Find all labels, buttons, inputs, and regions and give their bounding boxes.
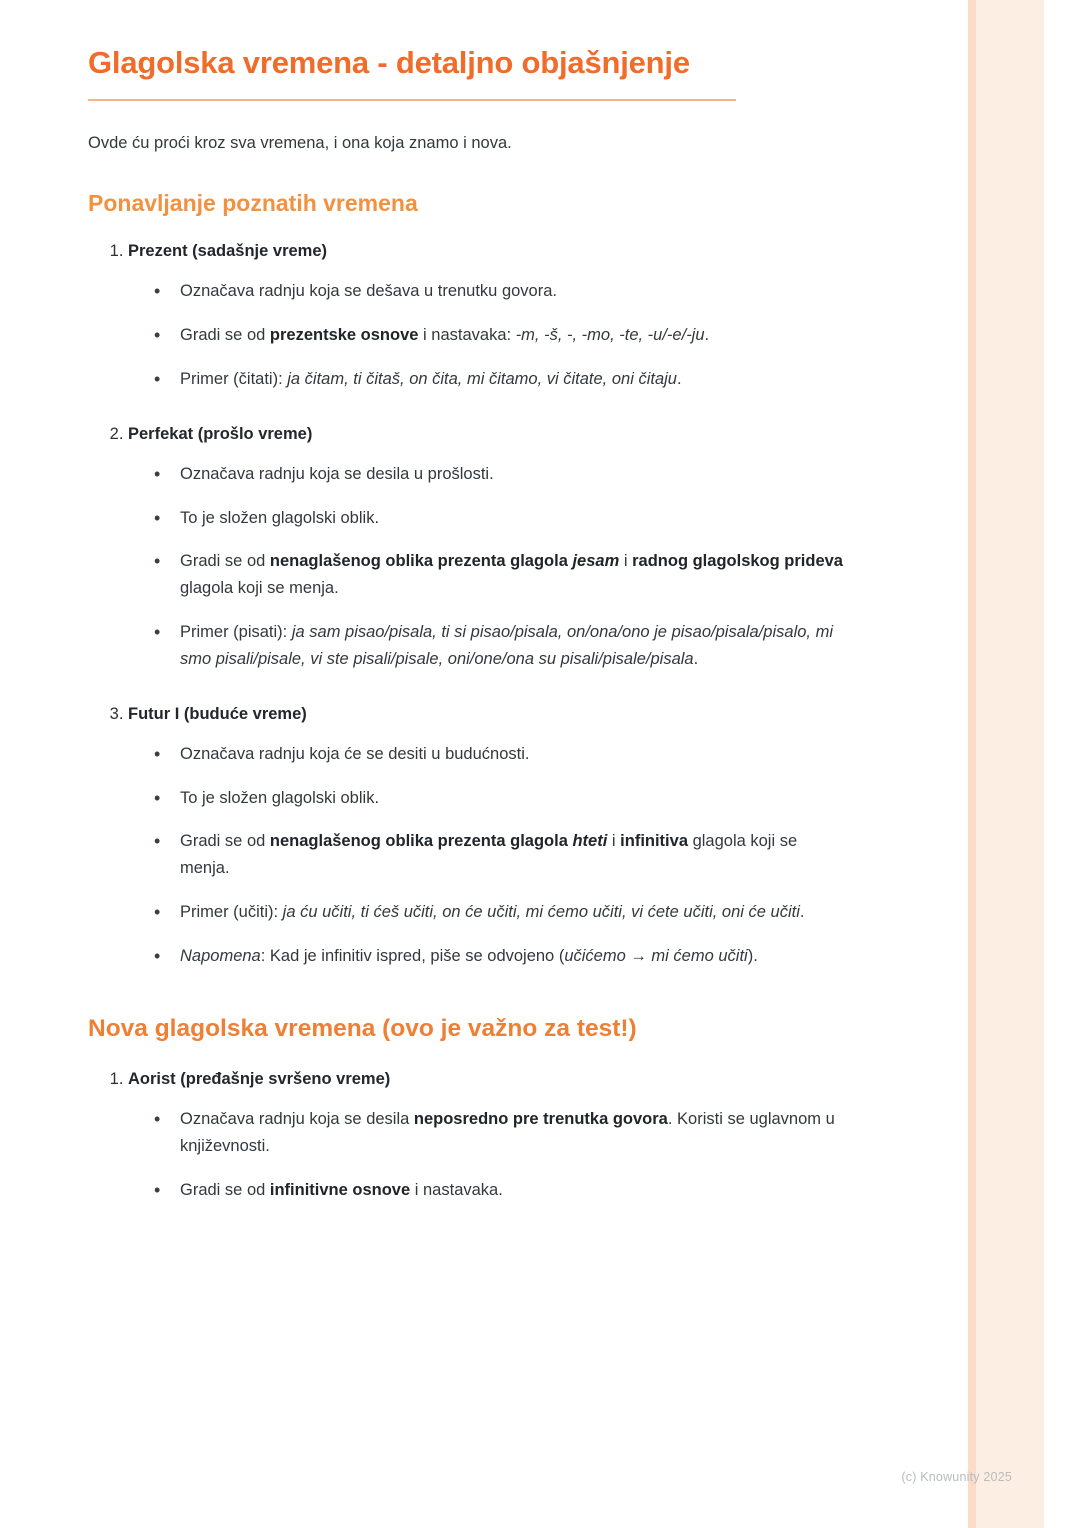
list-item: • To je složen glagolski oblik. [154, 505, 848, 532]
section-heading-new-tenses: Nova glagolska vremena (ovo je važno za test!) [88, 1015, 637, 1043]
list-item: • Gradi se od nenaglašenog oblika prezenta glagola hteti i infinitiva glagola koji se menja. [154, 828, 848, 881]
decorative-right-stripe [968, 0, 976, 1528]
watermark: (c) Knowunity 2025 [901, 1470, 1012, 1484]
tense-name-perfekat: Perfekat (prošlo vreme) [128, 425, 313, 444]
decorative-right-band [972, 0, 1044, 1528]
point-list-aorist [128, 1106, 848, 1203]
tense-name-aorist: Aorist (pređašnje svršeno vreme) [128, 1070, 391, 1089]
page-title: Glagolska vremena - detaljno objašnjenje [88, 45, 690, 80]
list-item: • Napomena: Kad je infinitiv ispred, piše se odvojeno (učićemo → mi ćemo učiti). [154, 943, 848, 970]
point-list-prezent [128, 278, 848, 392]
list-item: • Primer (čitati): ja čitam, ti čitaš, on čita, mi čitamo, vi čitate, oni čitaju. [154, 366, 848, 393]
list-item [128, 239, 848, 392]
list-item: • Označava radnju koja se desila neposredno pre trenutka govora. Koristi se uglavnom u književnosti. [154, 1106, 848, 1159]
title-divider [88, 99, 736, 101]
list-item: • To je složen glagolski oblik. [154, 785, 848, 812]
list-item: • Gradi se od infinitivne osnove i nastavaka. [154, 1177, 848, 1204]
point-list-perfekat [128, 461, 848, 672]
tense-name-futur-i: Futur I (buduće vreme) [128, 705, 307, 724]
list-item [128, 702, 848, 969]
list-item: • Označava radnju koja će se desiti u budućnosti. [154, 741, 848, 768]
intro-paragraph: Ovde ću proći kroz sva vremena, i ona koja znamo i nova. [88, 133, 512, 152]
list-item: • Gradi se od prezentske osnove i nastavaka: -m, -š, -, -mo, -te, -u/-e/-ju. [154, 322, 848, 349]
list-item: • Označava radnju koja se desila u prošlosti. [154, 461, 848, 488]
list-item: • Gradi se od nenaglašenog oblika prezenta glagola jesam i radnog glagolskog prideva glagola koji se menja. [154, 548, 848, 601]
list-item: • Primer (pisati): ja sam pisao/pisala, ti si pisao/pisala, on/ona/ono je pisao/pisala/pisalo, mi smo pisali/pisale, vi ste pisali/pisale, oni/one/ona su pisali/pisale/pisala. [154, 619, 848, 672]
list-item [128, 1067, 848, 1203]
document-content [88, 44, 848, 1233]
section-heading-known-tenses: Ponavljanje poznatih vremena [88, 190, 418, 217]
list-item [128, 422, 848, 672]
list-item: • Označava radnju koja se dešava u trenutku govora. [154, 278, 848, 305]
new-tenses-list [88, 1067, 848, 1203]
list-item: • Primer (učiti): ja ću učiti, ti ćeš učiti, on će učiti, mi ćemo učiti, vi ćete učiti, oni će učiti. [154, 899, 848, 926]
known-tenses-list [88, 239, 848, 969]
tense-name-prezent: Prezent (sadašnje vreme) [128, 242, 328, 261]
point-list-futur-i [128, 741, 848, 969]
